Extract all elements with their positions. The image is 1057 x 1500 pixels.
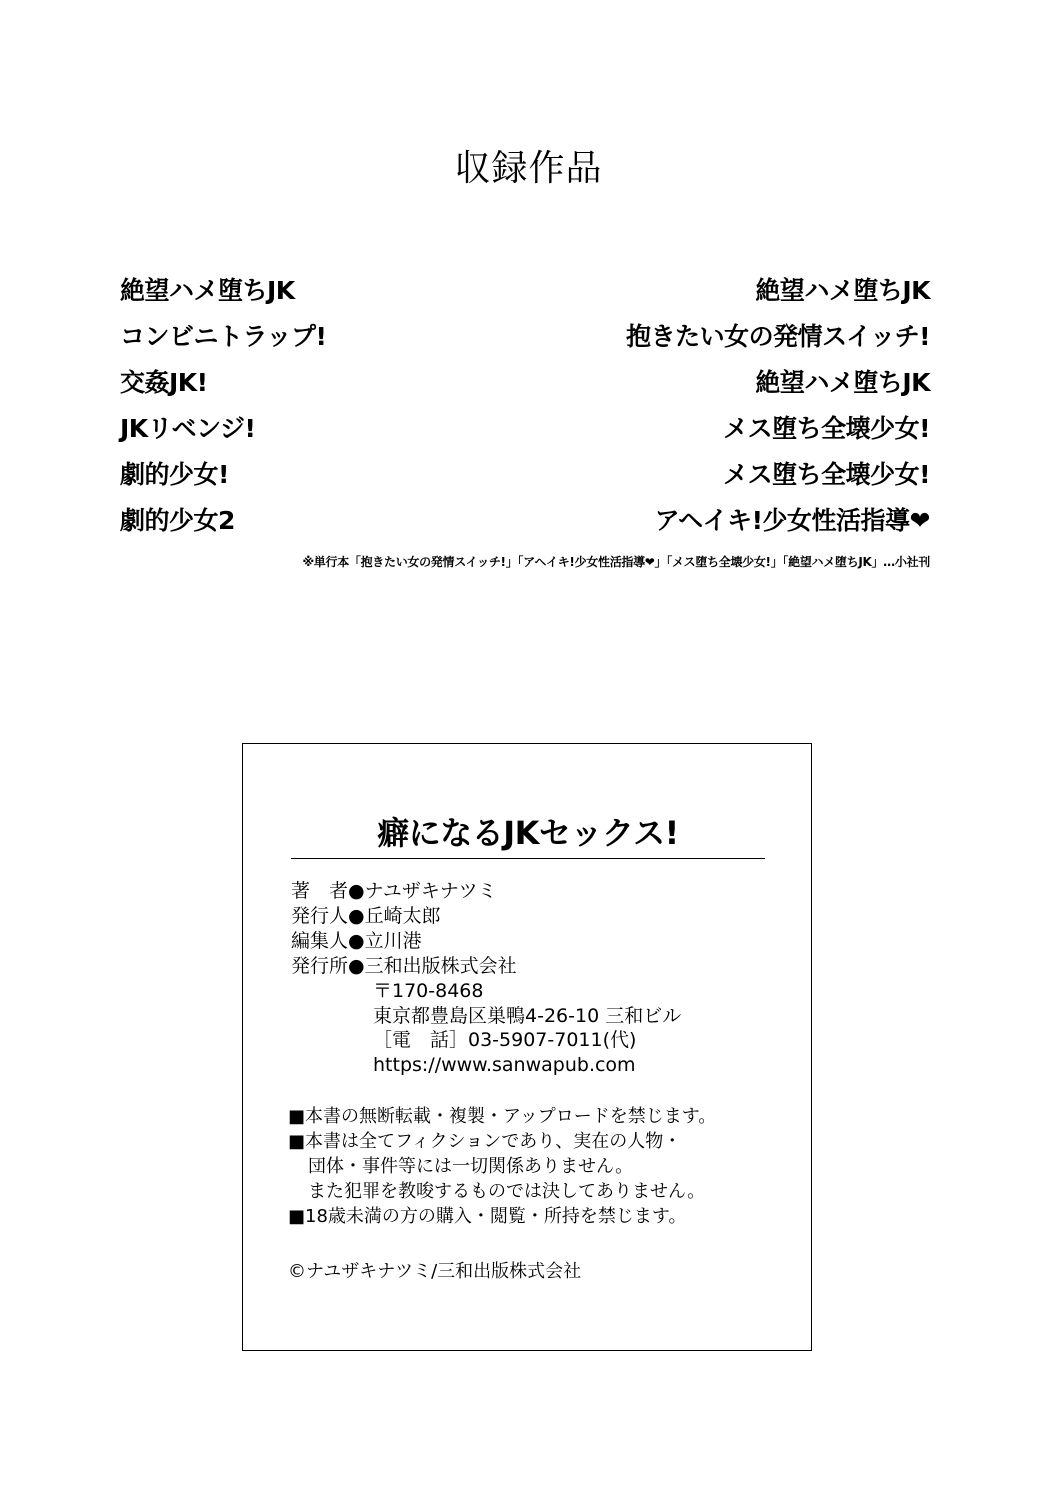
author-label: 著 者●	[291, 880, 365, 902]
company-label: 発行所●	[291, 955, 365, 977]
work-source: メス堕ち全壊少女!	[723, 460, 930, 489]
work-title: コンビニトラップ!	[120, 322, 327, 351]
notice-line: また犯罪を教唆するものでは決してありません。	[308, 1181, 706, 1202]
work-source: アヘイキ!少女性活指導❤	[654, 506, 930, 535]
author-row	[291, 879, 681, 904]
postal-code: 〒170-8468	[373, 980, 484, 1002]
company-row	[291, 954, 681, 979]
works-list-left	[120, 268, 326, 544]
work-title: 絶望ハメ堕ちJK	[120, 276, 295, 305]
work-title: JKリベンジ!	[120, 414, 256, 443]
colophon-box	[242, 743, 812, 1351]
work-title: 劇的少女!	[120, 460, 229, 489]
copyright: ©ナユザキナツミ/三和出版株式会社	[288, 1261, 582, 1282]
work-source: 抱きたい女の発情スイッチ!	[626, 322, 930, 351]
publisher-value: 丘崎太郎	[364, 905, 441, 927]
company-value: 三和出版株式会社	[364, 955, 517, 977]
publisher-label: 発行人●	[291, 905, 365, 927]
address: 東京都豊島区巣鴨4-26-10 三和ビル	[373, 1004, 682, 1027]
publisher-row	[291, 904, 681, 929]
page-heading: 収録作品	[454, 148, 603, 189]
book-title: 癖になるJKセックス!	[291, 808, 765, 859]
website-url: https://www.sanwapub.com	[373, 1053, 636, 1076]
work-source: 絶望ハメ堕ちJK	[755, 276, 930, 305]
editor-label: 編集人●	[291, 930, 365, 952]
notice-line: ■本書は全てフィクションであり、実在の人物・	[288, 1131, 682, 1152]
credits-block	[291, 879, 681, 1077]
work-source: 絶望ハメ堕ちJK	[755, 368, 930, 397]
editor-value: 立川港	[364, 930, 422, 952]
work-source: メス堕ち全壊少女!	[723, 414, 930, 443]
notice-line: ■本書の無断転載・複製・アップロードを禁じます。	[288, 1106, 717, 1127]
work-title: 交姦JK!	[120, 368, 208, 397]
notices-block	[288, 1104, 716, 1229]
editor-row	[291, 929, 681, 954]
author-value: ナユザキナツミ	[364, 880, 497, 902]
notice-line: ■18歳未満の方の購入・閲覧・所持を禁じます。	[288, 1206, 687, 1227]
work-title: 劇的少女2	[120, 506, 235, 535]
works-list-right	[626, 268, 930, 544]
footnote: ※単行本「抱きたい女の発情スイッチ!」「アヘイキ!少女性活指導❤」「メス堕ち全壊少女!」「絶望ハメ堕ちJK」…小社刊	[302, 555, 930, 569]
phone: ［電 話］03-5907-7011(代)	[373, 1029, 637, 1051]
notice-line: 団体・事件等には一切関係ありません。	[308, 1156, 634, 1177]
